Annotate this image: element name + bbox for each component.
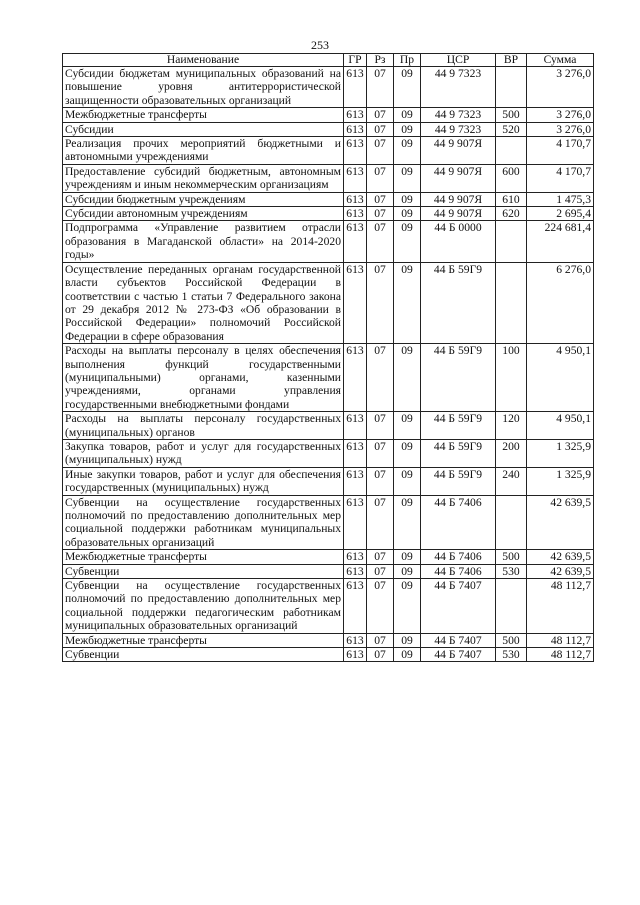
header-vr: ВР <box>496 54 527 67</box>
header-name: Наименование <box>63 54 344 67</box>
cell-vr: 620 <box>496 207 527 221</box>
cell-sum: 42 639,5 <box>527 550 594 564</box>
cell-csr: 44 Б 59Г9 <box>421 439 496 467</box>
cell-sum: 42 639,5 <box>527 564 594 578</box>
cell-name: Межбюджетные трансферты <box>63 108 344 122</box>
cell-rz: 07 <box>367 564 394 578</box>
cell-vr: 240 <box>496 467 527 495</box>
cell-csr: 44 Б 59Г9 <box>421 467 496 495</box>
header-sum: Сумма <box>527 54 594 67</box>
cell-name: Подпрограмма «Управление развитием отрасли образования в Магаданской области» на 2014-2020 годы» <box>63 221 344 262</box>
cell-name: Межбюджетные трансферты <box>63 633 344 647</box>
table-row <box>63 564 594 578</box>
cell-name: Субсидии автономным учреждениям <box>63 207 344 221</box>
cell-name: Субсидии <box>63 122 344 136</box>
cell-pr: 09 <box>394 344 421 412</box>
cell-name: Субсидии бюджетам муниципальных образований на повышение уровня антитеррористической защищенности образовательных организаций <box>63 67 344 108</box>
table-row <box>63 412 594 440</box>
cell-rz: 07 <box>367 137 394 165</box>
cell-pr: 09 <box>394 648 421 662</box>
cell-vr <box>496 137 527 165</box>
cell-rz: 07 <box>367 550 394 564</box>
cell-sum: 42 639,5 <box>527 495 594 550</box>
cell-csr: 44 Б 7406 <box>421 564 496 578</box>
table-row <box>63 164 594 192</box>
cell-vr: 600 <box>496 164 527 192</box>
cell-csr: 44 Б 59Г9 <box>421 412 496 440</box>
cell-pr: 09 <box>394 207 421 221</box>
cell-sum: 1 475,3 <box>527 192 594 206</box>
cell-csr: 44 9 7323 <box>421 122 496 136</box>
cell-csr: 44 Б 0000 <box>421 221 496 262</box>
cell-sum: 48 112,7 <box>527 579 594 634</box>
cell-name: Иные закупки товаров, работ и услуг для обеспечения государственных (муниципальных) нужд <box>63 467 344 495</box>
table-row <box>63 344 594 412</box>
cell-gr: 613 <box>344 579 367 634</box>
cell-csr: 44 9 907Я <box>421 164 496 192</box>
cell-rz: 07 <box>367 579 394 634</box>
cell-csr: 44 9 7323 <box>421 67 496 108</box>
cell-gr: 613 <box>344 412 367 440</box>
cell-gr: 613 <box>344 137 367 165</box>
table-row <box>63 579 594 634</box>
cell-rz: 07 <box>367 192 394 206</box>
cell-pr: 09 <box>394 108 421 122</box>
table-row <box>63 439 594 467</box>
cell-rz: 07 <box>367 412 394 440</box>
cell-csr: 44 Б 7406 <box>421 550 496 564</box>
cell-pr: 09 <box>394 164 421 192</box>
cell-gr: 613 <box>344 108 367 122</box>
cell-pr: 09 <box>394 564 421 578</box>
cell-vr: 500 <box>496 108 527 122</box>
cell-pr: 09 <box>394 67 421 108</box>
cell-gr: 613 <box>344 164 367 192</box>
cell-name: Межбюджетные трансферты <box>63 550 344 564</box>
cell-pr: 09 <box>394 579 421 634</box>
cell-vr <box>496 262 527 343</box>
table-row <box>63 221 594 262</box>
cell-rz: 07 <box>367 108 394 122</box>
cell-csr: 44 Б 7406 <box>421 495 496 550</box>
cell-pr: 09 <box>394 550 421 564</box>
cell-rz: 07 <box>367 439 394 467</box>
header-rz: Рз <box>367 54 394 67</box>
table-header-row <box>63 54 594 67</box>
cell-csr: 44 9 7323 <box>421 108 496 122</box>
cell-vr <box>496 495 527 550</box>
cell-csr: 44 9 907Я <box>421 192 496 206</box>
cell-rz: 07 <box>367 262 394 343</box>
budget-table <box>62 53 594 662</box>
cell-name: Закупка товаров, работ и услуг для государственных (муниципальных) нужд <box>63 439 344 467</box>
cell-name: Субсидии бюджетным учреждениям <box>63 192 344 206</box>
cell-sum: 4 170,7 <box>527 164 594 192</box>
cell-name: Расходы на выплаты персоналу государственных (муниципальных) органов <box>63 412 344 440</box>
cell-rz: 07 <box>367 344 394 412</box>
table-row <box>63 137 594 165</box>
cell-pr: 09 <box>394 633 421 647</box>
cell-pr: 09 <box>394 439 421 467</box>
table-row <box>63 262 594 343</box>
cell-name: Предоставление субсидий бюджетным, автономным учреждениям и иным некоммерческим организациям <box>63 164 344 192</box>
cell-vr <box>496 579 527 634</box>
table-row <box>63 495 594 550</box>
cell-pr: 09 <box>394 467 421 495</box>
cell-gr: 613 <box>344 207 367 221</box>
cell-rz: 07 <box>367 207 394 221</box>
table-row <box>63 192 594 206</box>
cell-rz: 07 <box>367 633 394 647</box>
cell-csr: 44 Б 7407 <box>421 579 496 634</box>
cell-rz: 07 <box>367 467 394 495</box>
cell-rz: 07 <box>367 221 394 262</box>
table-row <box>63 67 594 108</box>
cell-gr: 613 <box>344 633 367 647</box>
cell-vr <box>496 67 527 108</box>
cell-pr: 09 <box>394 412 421 440</box>
cell-sum: 48 112,7 <box>527 633 594 647</box>
cell-csr: 44 Б 7407 <box>421 633 496 647</box>
cell-csr: 44 Б 7407 <box>421 648 496 662</box>
cell-pr: 09 <box>394 192 421 206</box>
cell-sum: 4 950,1 <box>527 412 594 440</box>
cell-gr: 613 <box>344 262 367 343</box>
cell-gr: 613 <box>344 221 367 262</box>
cell-rz: 07 <box>367 164 394 192</box>
cell-sum: 6 276,0 <box>527 262 594 343</box>
cell-csr: 44 Б 59Г9 <box>421 262 496 343</box>
cell-name: Субвенции на осуществление государственных полномочий по предоставлению дополнительных мер социальной поддержки работникам муниципальных образовательных организаций <box>63 495 344 550</box>
cell-sum: 3 276,0 <box>527 122 594 136</box>
header-pr: Пр <box>394 54 421 67</box>
cell-gr: 613 <box>344 439 367 467</box>
cell-sum: 224 681,4 <box>527 221 594 262</box>
cell-vr: 120 <box>496 412 527 440</box>
cell-gr: 613 <box>344 122 367 136</box>
cell-gr: 613 <box>344 564 367 578</box>
cell-pr: 09 <box>394 122 421 136</box>
table-row <box>63 122 594 136</box>
cell-vr <box>496 221 527 262</box>
cell-sum: 4 170,7 <box>527 137 594 165</box>
cell-csr: 44 Б 59Г9 <box>421 344 496 412</box>
cell-sum: 4 950,1 <box>527 344 594 412</box>
cell-gr: 613 <box>344 67 367 108</box>
cell-sum: 1 325,9 <box>527 439 594 467</box>
cell-rz: 07 <box>367 122 394 136</box>
cell-pr: 09 <box>394 262 421 343</box>
cell-gr: 613 <box>344 550 367 564</box>
cell-vr: 100 <box>496 344 527 412</box>
cell-rz: 07 <box>367 648 394 662</box>
cell-gr: 613 <box>344 467 367 495</box>
cell-sum: 3 276,0 <box>527 108 594 122</box>
header-gr: ГР <box>344 54 367 67</box>
cell-vr: 520 <box>496 122 527 136</box>
cell-vr: 530 <box>496 648 527 662</box>
page-number: 253 <box>311 38 329 52</box>
cell-vr: 500 <box>496 633 527 647</box>
cell-vr: 610 <box>496 192 527 206</box>
cell-sum: 1 325,9 <box>527 467 594 495</box>
cell-vr: 530 <box>496 564 527 578</box>
cell-gr: 613 <box>344 344 367 412</box>
table-row <box>63 108 594 122</box>
cell-sum: 48 112,7 <box>527 648 594 662</box>
table-row <box>63 633 594 647</box>
cell-gr: 613 <box>344 192 367 206</box>
cell-pr: 09 <box>394 221 421 262</box>
cell-sum: 3 276,0 <box>527 67 594 108</box>
cell-sum: 2 695,4 <box>527 207 594 221</box>
cell-pr: 09 <box>394 137 421 165</box>
cell-gr: 613 <box>344 495 367 550</box>
cell-name: Субвенции на осуществление государственных полномочий по предоставлению дополнительных мер социальной поддержки педагогическим работникам муниципальных образовательных организаций <box>63 579 344 634</box>
cell-pr: 09 <box>394 495 421 550</box>
cell-name: Субвенции <box>63 648 344 662</box>
table-row <box>63 648 594 662</box>
cell-rz: 07 <box>367 495 394 550</box>
cell-name: Субвенции <box>63 564 344 578</box>
table-row <box>63 207 594 221</box>
cell-vr: 500 <box>496 550 527 564</box>
cell-csr: 44 9 907Я <box>421 137 496 165</box>
cell-name: Реализация прочих мероприятий бюджетными и автономными учреждениями <box>63 137 344 165</box>
cell-rz: 07 <box>367 67 394 108</box>
cell-vr: 200 <box>496 439 527 467</box>
cell-gr: 613 <box>344 648 367 662</box>
table-row <box>63 550 594 564</box>
cell-name: Расходы на выплаты персоналу в целях обеспечения выполнения функций государственными (муниципальными) органами, казенными учреждениями, органами управления государственными внебюджетными фондами <box>63 344 344 412</box>
header-csr: ЦСР <box>421 54 496 67</box>
table-row <box>63 467 594 495</box>
cell-csr: 44 9 907Я <box>421 207 496 221</box>
cell-name: Осуществление переданных органам государственной власти субъектов Российской Федерации в соответствии с частью 1 статьи 7 Федерального закона от 29 декабря 2012 № 273-ФЗ «Об образовании в Российской Федерации» полномочий Российской Федерации в сфере образования <box>63 262 344 343</box>
